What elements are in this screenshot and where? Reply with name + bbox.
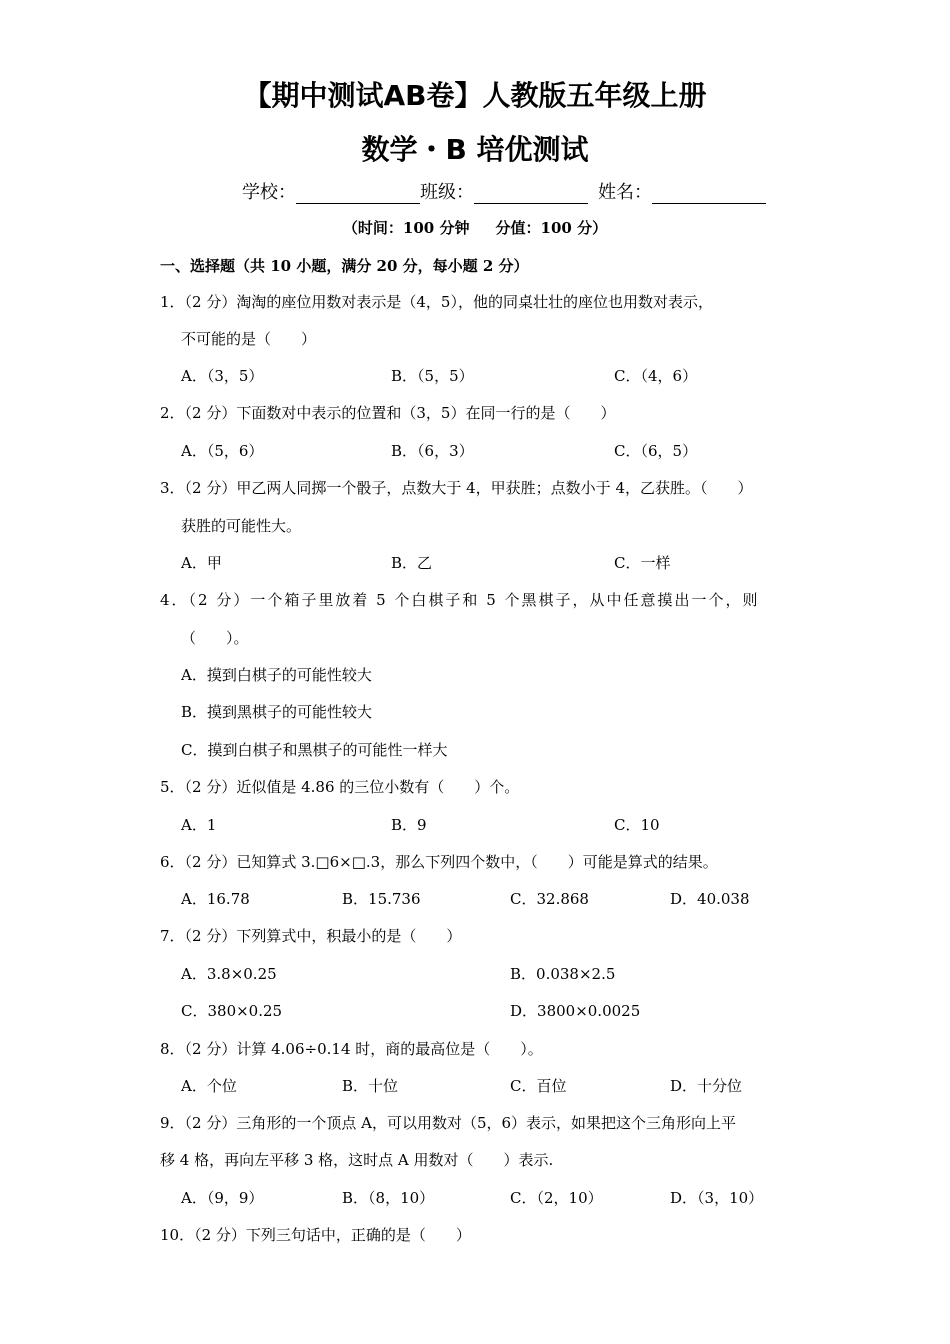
question-9-line-2: 移 4 格，再向左平移 3 格，这时点 A 用数对（ ）表示. <box>160 1151 554 1169</box>
question-6-line-1: 6．（2 分）已知算式 3.□6×□.3，那么下列四个数中，（ ）可能是算式的结果。 <box>160 853 718 871</box>
q7-option-a[interactable]: A．3.8×0.25 <box>181 965 277 983</box>
q7-option-b[interactable]: B．0.038×2.5 <box>510 965 616 983</box>
name-blank[interactable] <box>652 185 766 204</box>
q9-option-c[interactable]: C．（2，10） <box>510 1189 603 1207</box>
q9-option-a[interactable]: A．（9，9） <box>181 1189 264 1207</box>
q6-option-d[interactable]: D．40.038 <box>670 890 750 908</box>
q4-option-b[interactable]: B．摸到黑棋子的可能性较大 <box>181 703 373 721</box>
question-3-line-2: 获胜的可能性大。 <box>181 517 302 535</box>
q9-option-b[interactable]: B．（8，10） <box>342 1189 435 1207</box>
q8-option-d[interactable]: D．十分位 <box>670 1077 743 1095</box>
question-4-line-2: （ ）。 <box>181 629 249 647</box>
question-7-line-1: 7．（2 分）下列算式中，积最小的是（ ） <box>160 927 462 945</box>
q2-option-b[interactable]: B．（6，3） <box>391 442 474 460</box>
class-blank[interactable] <box>474 185 588 204</box>
q8-option-c[interactable]: C．百位 <box>510 1077 567 1095</box>
name-label: 姓名： <box>598 182 652 203</box>
class-label: 班级： <box>420 182 474 203</box>
q8-option-b[interactable]: B．十位 <box>342 1077 399 1095</box>
q5-option-b[interactable]: B．9 <box>391 816 427 834</box>
q4-option-a[interactable]: A．摸到白棋子的可能性较大 <box>181 666 372 684</box>
question-1-line-1: 1．（2 分）淘淘的座位用数对表示是（4，5），他的同桌壮壮的座位也用数对表示， <box>160 293 713 311</box>
q3-option-a[interactable]: A．甲 <box>181 554 222 572</box>
school-label: 学校： <box>242 182 296 203</box>
question-4-line-1: 4．（2 分）一个箱子里放着 5 个白棋子和 5 个黑棋子，从中任意摸出一个，则 <box>160 591 760 609</box>
time-score: （时间：100 分钟 分值：100 分） <box>342 219 608 237</box>
student-info <box>242 178 766 204</box>
section-heading: 一、选择题（共 10 小题，满分 20 分，每小题 2 分） <box>160 257 529 275</box>
q3-option-c[interactable]: C．一样 <box>614 554 671 572</box>
question-1-line-2: 不可能的是（ ） <box>181 330 317 348</box>
question-10-line-1: 10．（2 分）下列三句话中，正确的是（ ） <box>160 1226 471 1244</box>
q1-option-b[interactable]: B．（5，5） <box>391 367 474 385</box>
school-blank[interactable] <box>296 185 420 204</box>
question-9-line-1: 9．（2 分）三角形的一个顶点 A，可以用数对（5，6）表示，如果把这个三角形向上平 <box>160 1114 737 1132</box>
q7-option-d[interactable]: D．3800×0.0025 <box>510 1002 641 1020</box>
q3-option-b[interactable]: B．乙 <box>391 554 433 572</box>
question-2-line-1: 2．（2 分）下面数对中表示的位置和（3，5）在同一行的是（ ） <box>160 404 616 422</box>
question-5-line-1: 5．（2 分）近似值是 4.86 的三位小数有（ ）个。 <box>160 778 520 796</box>
page-subtitle: 数学・B 培优测试 <box>361 133 589 166</box>
q6-option-c[interactable]: C．32.868 <box>510 890 589 908</box>
q2-option-a[interactable]: A．（5，6） <box>181 442 264 460</box>
page-title: 【期中测试AB卷】人教版五年级上册 <box>243 79 707 112</box>
question-8-line-1: 8．（2 分）计算 4.06÷0.14 时，商的最高位是（ ）。 <box>160 1040 543 1058</box>
q1-option-a[interactable]: A．（3，5） <box>181 367 264 385</box>
q5-option-a[interactable]: A．1 <box>181 816 217 834</box>
q9-option-d[interactable]: D．（3，10） <box>670 1189 764 1207</box>
q6-option-a[interactable]: A．16.78 <box>181 890 250 908</box>
question-3-line-1: 3．（2 分）甲乙两人同掷一个骰子，点数大于 4，甲获胜；点数小于 4，乙获胜。（ ） <box>160 479 753 497</box>
q5-option-c[interactable]: C．10 <box>614 816 660 834</box>
q6-option-b[interactable]: B．15.736 <box>342 890 421 908</box>
q8-option-a[interactable]: A．个位 <box>181 1077 237 1095</box>
q1-option-c[interactable]: C．（4，6） <box>614 367 698 385</box>
q4-option-c[interactable]: C．摸到白棋子和黑棋子的可能性一样大 <box>181 741 448 759</box>
q2-option-c[interactable]: C．（6，5） <box>614 442 698 460</box>
q7-option-c[interactable]: C．380×0.25 <box>181 1002 283 1020</box>
